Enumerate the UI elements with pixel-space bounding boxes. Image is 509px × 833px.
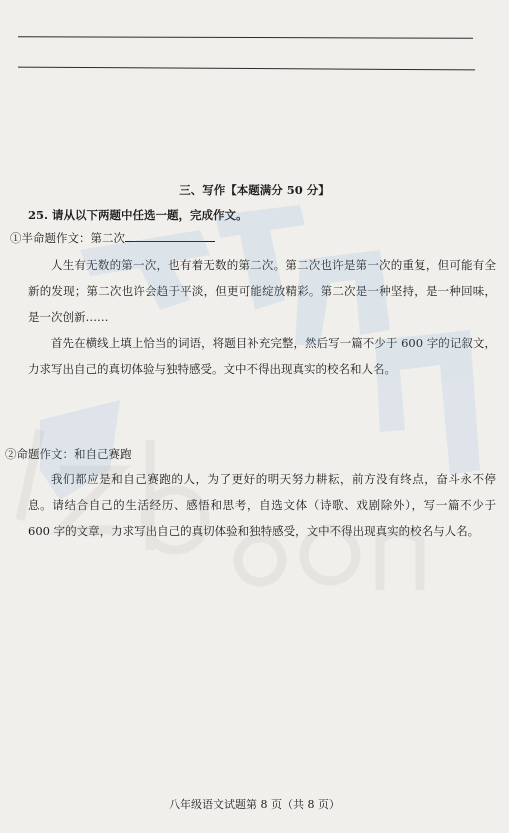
answer-line-2 — [18, 67, 475, 71]
question-instruction: 请从以下两题中任选一题，完成作文。 — [52, 208, 248, 222]
answer-line-1 — [18, 36, 473, 39]
title-blank-line — [125, 230, 215, 242]
question-number: 25. — [28, 208, 49, 222]
question-line — [28, 207, 248, 223]
section-title: 三、写作【本题满分 50 分】 — [179, 183, 330, 197]
page-footer: 八年级语文试题第 8 页（共 8 页） — [169, 798, 340, 811]
option1-paragraph-2: 首先在横线上填上恰当的词语，将题目补充完整，然后写一篇不少于 600 字的记叙文，力求写出自己的真切体验与独特感受。文中不得出现真实的校名和人名。 — [28, 336, 496, 376]
option2-paragraph-1: 我们都应是和自己赛跑的人，为了更好的明天努力耕耘，前方没有终点，奋斗永不停息。请结合自己的生活经历、感悟和思考，自选文体（诗歌、戏剧除外），写一篇不少于 600 字的文章，力求写出自己的真切体验和独特感受，文中不得出现真实的校名与人名。 — [28, 472, 496, 538]
option2-heading: ②命题作文：和自己赛跑 — [5, 447, 132, 461]
option1-heading-line — [10, 230, 215, 246]
option1-heading: ①半命题作文：第二次 — [10, 231, 125, 245]
option1-paragraph-1: 人生有无数的第一次，也有着无数的第二次。第二次也许是第一次的重复，但可能有全新的发现；第二次也许会趋于平淡，但更可能绽放精彩。第二次是一种坚持，是一种回味，是一次创新…… — [28, 258, 496, 324]
